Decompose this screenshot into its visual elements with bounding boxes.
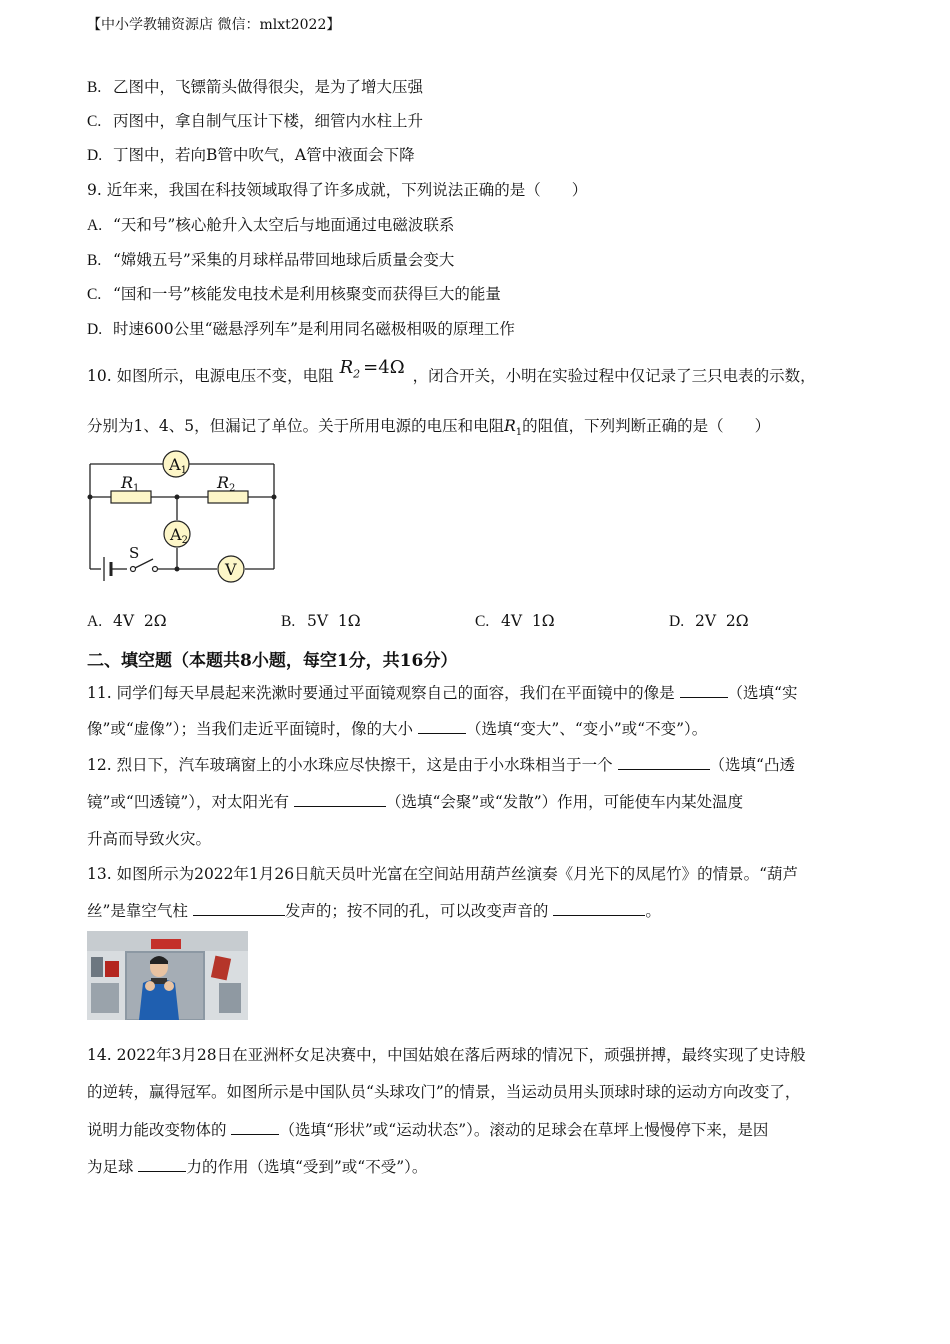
q12-line1 <box>87 755 795 775</box>
option-text: 4V 1Ω <box>501 612 555 630</box>
q11-text: 像”或“虚像”）；当我们走近平面镜时，像的大小 <box>87 720 414 738</box>
q10-option-c <box>475 612 555 631</box>
r1-label-subscript: 1 <box>133 483 140 494</box>
r2-symbol: R <box>339 357 354 378</box>
option-text: 4V 2Ω <box>113 612 167 630</box>
q12-text: 镜”或“凹透镜”），对太阳光有 <box>87 793 290 811</box>
a1-subscript: 1 <box>180 465 187 476</box>
a2-subscript: 2 <box>181 535 188 546</box>
astronaut-photo <box>87 931 248 1020</box>
answer-blank <box>138 1157 186 1172</box>
option-label: A. <box>87 217 103 234</box>
r2-value: =4Ω <box>363 357 405 378</box>
option-text: 5V 1Ω <box>307 612 361 630</box>
q10-option-d <box>669 612 749 631</box>
q11-line2 <box>87 719 707 739</box>
q11-text: （选填“变大”、“变小”或“不变”）。 <box>465 720 708 738</box>
option-label: C. <box>87 286 102 303</box>
option-label: B. <box>281 613 296 630</box>
v-label: V <box>225 560 237 579</box>
q12-line2 <box>87 792 743 812</box>
q12-text: 12. 烈日下，汽车玻璃窗上的小水珠应尽快擦干，这是由于小水珠相当于一个 <box>87 756 613 774</box>
q10-stem-part: 10. 如图所示，电源电压不变，电阻 <box>87 367 334 385</box>
option-text: 时速600公里“磁悬浮列车”是利用同名磁极相吸的原理工作 <box>113 320 515 338</box>
q14-line1: 14. 2022年3月28日在亚洲杯女足决赛中，中国姑娘在落后两球的情况下，顽强拼搏，最终实现了史诗般 <box>87 1046 806 1064</box>
resistor-r2 <box>208 491 248 503</box>
resistor-r1 <box>111 491 151 503</box>
answer-blank <box>231 1120 279 1135</box>
svg-text:R1 <box>120 473 139 494</box>
q14-text: 说明力能改变物体的 <box>87 1121 227 1139</box>
option-label: D. <box>87 147 103 164</box>
q8-option-b <box>87 77 423 98</box>
option-label: C. <box>475 613 490 630</box>
q11-text: （选填“实 <box>727 684 798 702</box>
option-text: 丁图中，若向B管中吹气，A管中液面会下降 <box>113 146 415 164</box>
q10-option-b <box>281 612 361 631</box>
option-text: “嫦娥五号”采集的月球样品带回地球后质量会变大 <box>113 251 455 269</box>
answer-blank <box>618 755 710 770</box>
q10-option-a <box>87 612 167 631</box>
option-text: “国和一号”核能发电技术是利用核聚变而获得巨大的能量 <box>113 285 501 303</box>
q14-text: 为足球 <box>87 1158 134 1176</box>
option-label: D. <box>87 321 103 338</box>
option-text: “天和号”核心舱升入太空后与地面通过电磁波联系 <box>113 216 455 234</box>
q9-option-d <box>87 319 515 340</box>
q9-option-a <box>87 215 454 236</box>
q13-line2 <box>87 901 661 921</box>
a2-label: A <box>170 525 182 544</box>
section-heading: 二、填空题（本题共8小题，每空1分，共16分） <box>87 651 458 671</box>
q9-option-b <box>87 250 454 271</box>
q13-text: 。 <box>645 902 661 920</box>
answer-blank <box>553 901 645 916</box>
circuit-diagram <box>87 450 287 590</box>
q9-stem: 9. 近年来，我国在科技领域取得了许多成就，下列说法正确的是（ ） <box>87 181 588 199</box>
q14-line2: 的逆转，赢得冠军。如图所示是中国队员“头球攻门”的情景，当运动员用头顶球时球的运动方向改变了， <box>87 1083 801 1101</box>
q14-line4 <box>87 1157 427 1177</box>
q14-line3 <box>87 1120 768 1140</box>
answer-blank <box>680 683 728 698</box>
q14-text: 力的作用（选填“受到”或“不受”）。 <box>186 1158 428 1176</box>
option-text: 乙图中，飞镖箭头做得很尖，是为了增大压强 <box>113 78 424 96</box>
q10-stem-part: 分别为1、4、5，但漏记了单位。关于所用电源的电压和电阻 <box>87 417 505 435</box>
q11-line1 <box>87 683 797 703</box>
option-label: D. <box>669 613 685 630</box>
q10-stem-part: 的阻值，下列判断正确的是（ ） <box>522 417 771 435</box>
q12-line3: 升高而导致火灾。 <box>87 830 212 848</box>
q12-text: （选填“会聚”或“发散”）作用，可能使车内某处温度 <box>385 793 744 811</box>
q13-line1: 13. 如图所示为2022年1月26日航天员叶光富在空间站用葫芦丝演奏《月光下的凤尾竹》的情景。“葫芦 <box>87 865 799 883</box>
q11-text: 11. 同学们每天早晨起来洗漱时要通过平面镜观察自己的面容，我们在平面镜中的像是 <box>87 684 675 702</box>
q8-option-c <box>87 111 423 132</box>
q9-option-c <box>87 284 501 305</box>
page-header: 【中小学教辅资源店 微信：mlxt2022】 <box>87 17 341 33</box>
svg-text:R2 <box>216 473 235 494</box>
r1-letter: R <box>504 417 516 435</box>
option-text: 2V 2Ω <box>695 612 749 630</box>
a1-label: A <box>169 455 181 474</box>
q12-text: （选填“凸透 <box>709 756 795 774</box>
r1-subscript: 1 <box>515 427 523 439</box>
answer-blank <box>294 792 386 807</box>
q13-text: 丝”是靠空气柱 <box>87 902 188 920</box>
option-text: 丙图中，拿自制气压计下楼，细管内水柱上升 <box>113 112 424 130</box>
option-label: A. <box>87 613 103 630</box>
q8-option-d <box>87 145 415 166</box>
q10-stem-part: ，闭合开关，小明在实验过程中仅记录了三只电表的示数， <box>412 367 816 385</box>
option-label: B. <box>87 79 102 96</box>
q10-stem-line2 <box>87 416 770 443</box>
r2-subscript: 2 <box>353 367 361 381</box>
switch-label: S <box>129 544 140 562</box>
option-label: C. <box>87 113 102 130</box>
answer-blank <box>418 719 466 734</box>
r1-label: R <box>121 473 134 492</box>
answer-blank <box>193 901 285 916</box>
r2-label: R <box>217 473 230 492</box>
option-label: B. <box>87 252 102 269</box>
r2-label-subscript: 2 <box>229 483 236 494</box>
q10-stem-line1 <box>87 357 816 393</box>
r2-formula <box>339 357 405 381</box>
q14-text: （选填“形状”或“运动状态”）。滚动的足球会在草坪上慢慢停下来，是因 <box>279 1121 769 1139</box>
q13-text: 发声的；按不同的孔，可以改变声音的 <box>284 902 549 920</box>
r1-symbol <box>504 417 523 439</box>
